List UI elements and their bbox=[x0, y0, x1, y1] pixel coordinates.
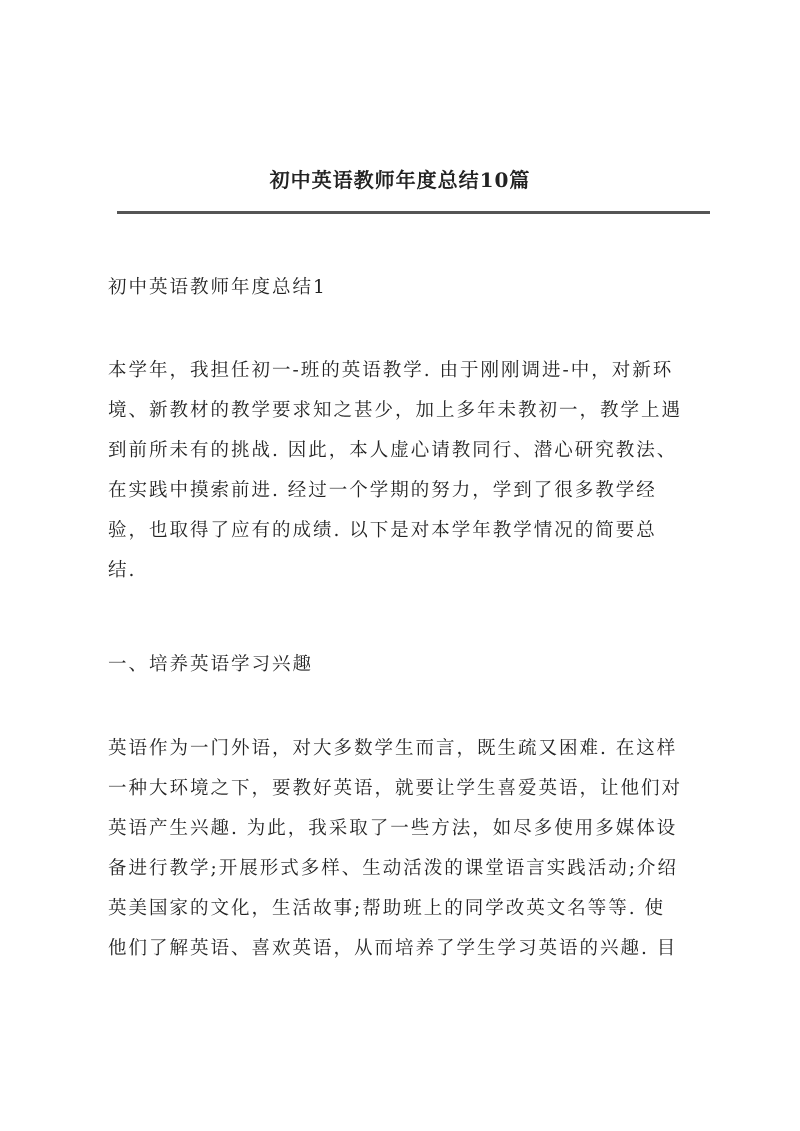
paragraph-line: 英语作为一门外语，对大多数学生而言，既生疏又困难. 在这样 bbox=[108, 738, 678, 759]
document-title: 初中英语教师年度总结10篇 bbox=[269, 168, 531, 192]
section-heading-text: 一、培养英语学习兴趣 bbox=[108, 654, 314, 675]
paragraph-line: 到前所未有的挑战. 因此，本人虚心请教同行、潜心研究教法、 bbox=[108, 440, 678, 461]
paragraph-line: 在实践中摸索前进. 经过一个学期的努力，学到了很多教学经 bbox=[108, 480, 657, 501]
paragraph-line: 境、新教材的教学要求知之甚少，加上多年未教初一，教学上遇 bbox=[108, 400, 683, 421]
paragraph-line: 本学年，我担任初一-班的英语教学. 由于刚刚调进-中，对新环 bbox=[108, 360, 674, 381]
section-heading bbox=[108, 645, 708, 685]
paragraph-line: 英美国家的文化，生活故事;帮助班上的同学改英文名等等. 使 bbox=[108, 898, 665, 919]
paragraph-line: 结. bbox=[108, 560, 137, 581]
paragraph-interest bbox=[108, 729, 708, 969]
paragraph-intro bbox=[108, 351, 708, 591]
section-subtitle bbox=[108, 268, 708, 308]
paragraph-line: 一种大环境之下，要教好英语，就要让学生喜爱英语，让他们对 bbox=[108, 778, 683, 799]
paragraph-line: 验，也取得了应有的成绩. 以下是对本学年教学情况的简要总 bbox=[108, 520, 657, 541]
paragraph-line: 英语产生兴趣. 为此，我采取了一些方法，如尽多使用多媒体设 bbox=[108, 818, 678, 839]
subtitle-text: 初中英语教师年度总结1 bbox=[108, 277, 327, 298]
title-divider bbox=[117, 211, 710, 214]
paragraph-line: 备进行教学;开展形式多样、生动活泼的课堂语言实践活动;介绍 bbox=[108, 858, 678, 879]
paragraph-line: 他们了解英语、喜欢英语，从而培养了学生学习英语的兴趣. 目 bbox=[108, 938, 678, 959]
